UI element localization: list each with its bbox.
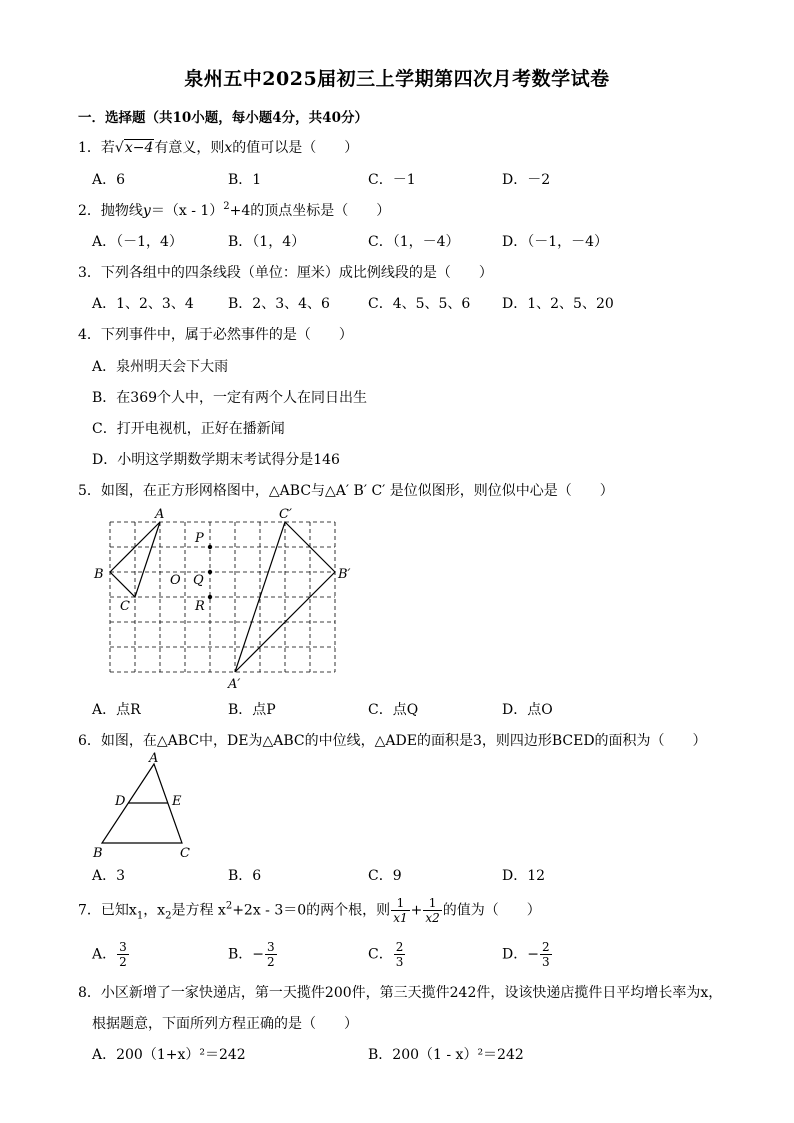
- q1-prefix: 1．若: [78, 140, 115, 156]
- q7-mid2: 是方程 x: [171, 902, 226, 919]
- frac-num: 1: [423, 896, 441, 911]
- label-c: C: [120, 599, 130, 614]
- q8-option-a[interactable]: A．200（1+x）²＝242: [92, 1047, 246, 1063]
- q2-option-c[interactable]: C．（1，－4）: [368, 234, 460, 250]
- label-o: O: [170, 573, 181, 588]
- q2-mid: ＝（x - 1）: [150, 203, 224, 219]
- option-sign: −: [252, 946, 265, 963]
- q6-option-d[interactable]: D．12: [502, 868, 546, 884]
- q2-prefix: 2．抛物线: [78, 203, 143, 219]
- question-3: 3．下列各组中的四条线段（单位：厘米）成比例线段的是（ ）: [78, 265, 493, 281]
- option-letter: C．: [368, 946, 393, 963]
- option-fraction: [540, 940, 552, 969]
- frac-num: 1: [391, 896, 409, 911]
- label-a: A: [155, 507, 165, 522]
- q5-option-c[interactable]: C．点Q: [368, 702, 419, 718]
- q2-option-a[interactable]: A．（－1，4）: [92, 234, 183, 250]
- q4-option-d[interactable]: D．小明这学期数学期末考试得分是146: [92, 452, 340, 468]
- frac-num: 2: [541, 940, 550, 954]
- frac-num: 2: [395, 940, 404, 954]
- q4-option-a[interactable]: A．泉州明天会下大雨: [92, 359, 229, 375]
- question-2: [78, 200, 390, 220]
- q6-option-b[interactable]: B．6: [228, 868, 262, 884]
- label-a-q6: A: [149, 751, 159, 766]
- question-4: 4．下列事件中，属于必然事件的是（ ）: [78, 327, 353, 343]
- option-sign: −: [527, 946, 539, 963]
- frac-den: 2: [119, 955, 127, 969]
- label-b: B: [94, 567, 104, 582]
- q5-option-b[interactable]: B．点P: [228, 702, 276, 718]
- q6-option-c[interactable]: C．9: [368, 868, 402, 884]
- option-letter: B．: [228, 946, 253, 963]
- option-letter: A．: [92, 946, 117, 963]
- q1-option-a[interactable]: A．6: [92, 172, 126, 188]
- q4-option-c[interactable]: C．打开电视机，正好在播新闻: [92, 421, 285, 437]
- q7-end: 的值为（ ）: [442, 902, 541, 919]
- q5-option-a[interactable]: A．点R: [92, 702, 141, 718]
- question-5: 5．如图，在正方形网格图中，△ABC与△A′ B′ C′ 是位似图形，则位似中心是（ ）: [78, 483, 614, 499]
- question-7: [78, 896, 541, 925]
- q2-option-d[interactable]: D．（－1，－4）: [502, 234, 609, 250]
- point-p: [208, 545, 212, 549]
- frac-num: 3: [119, 940, 127, 954]
- label-d-q6: D: [115, 794, 126, 809]
- label-b-q6: B: [93, 846, 103, 860]
- q6-triangle-figure: [88, 748, 198, 860]
- q7-sub1: 1: [136, 910, 144, 922]
- section-header: 一．选择题（共10小题，每小题4分，共40分）: [78, 110, 368, 126]
- q8-option-b[interactable]: B．200（1 - x）²＝242: [368, 1047, 524, 1063]
- q7-exponent: 2: [225, 900, 233, 912]
- sqrt-expression: √x−4: [114, 140, 154, 156]
- q1-text: 有意义，则: [154, 140, 225, 156]
- frac-den: 3: [541, 955, 550, 969]
- q1-variable: x: [224, 140, 233, 156]
- point-r: [208, 595, 212, 599]
- q3-option-b[interactable]: B．2、3、4、6: [228, 296, 330, 312]
- q2-exponent: 2: [223, 201, 230, 212]
- label-p: P: [195, 531, 204, 546]
- label-b-prime: B′: [338, 567, 351, 582]
- option-fraction: [117, 940, 129, 969]
- label-e-q6: E: [172, 794, 182, 809]
- q7-sub2: 2: [165, 910, 172, 922]
- fraction-1-over-x2: [423, 896, 441, 925]
- q2-end: +4的顶点坐标是（ ）: [229, 203, 391, 219]
- q2-y: y: [142, 203, 151, 219]
- label-q: Q: [193, 573, 204, 588]
- q7-option-d[interactable]: [502, 940, 553, 969]
- q7-mid3: +2x - 3＝0的两个根，则: [232, 902, 391, 919]
- frac-den: x2: [425, 911, 440, 925]
- q2-option-b[interactable]: B．（1，4）: [228, 234, 306, 250]
- exam-title: 泉州五中2025届初三上学期第四次月考数学试卷: [184, 68, 610, 90]
- q7-mid1: ，x: [143, 902, 166, 919]
- q5-grid-figure: [90, 500, 360, 695]
- label-c-prime: C′: [279, 507, 292, 522]
- frac-den: x1: [393, 911, 408, 925]
- frac-den: 2: [267, 955, 275, 969]
- q7-option-b[interactable]: [228, 940, 278, 969]
- q7-prefix: 7．已知x: [78, 902, 137, 919]
- point-q: [208, 570, 212, 574]
- q5-option-d[interactable]: D．点O: [502, 702, 553, 718]
- radicand: x−4: [124, 140, 154, 156]
- q7-option-a[interactable]: [92, 940, 130, 969]
- option-fraction: [265, 940, 277, 969]
- label-r: R: [195, 599, 205, 614]
- q4-option-b[interactable]: B．在369个人中，一定有两个人在同日出生: [92, 390, 368, 406]
- q3-option-c[interactable]: C．4、5、5、6: [368, 296, 471, 312]
- frac-num: 3: [267, 940, 275, 954]
- option-letter: D．: [502, 946, 528, 963]
- option-fraction: [394, 940, 406, 969]
- plus-sign: +: [410, 902, 423, 919]
- fraction-1-over-x1: [391, 896, 409, 925]
- label-a-prime: A′: [228, 677, 241, 692]
- q1-end: 的值可以是（ ）: [232, 140, 359, 156]
- q7-option-c[interactable]: [368, 940, 406, 969]
- grid-lines: [110, 522, 335, 672]
- question-8-line-2: 根据题意，下面所列方程正确的是（ ）: [92, 1016, 358, 1032]
- question-6: 6．如图，在△ABC中，DE为△ABC的中位线，△ADE的面积是3，则四边形BCED的面积为（ ）: [78, 733, 707, 749]
- q6-option-a[interactable]: A．3: [92, 868, 126, 884]
- label-c-q6: C: [180, 846, 190, 860]
- question-8-line-1: 8．小区新增了一家快递店，第一天揽件200件，第三天揽件242件，设该快递店揽件日平均增长率为x，: [78, 985, 723, 1001]
- q3-option-a[interactable]: A．1、2、3、4: [92, 296, 194, 312]
- frac-den: 3: [395, 955, 404, 969]
- q3-option-d[interactable]: D．1、2、5、20: [502, 296, 614, 312]
- question-1: [78, 137, 358, 157]
- q1-option-c[interactable]: C．－1: [368, 172, 416, 188]
- q1-option-d[interactable]: D．－2: [502, 172, 551, 188]
- q1-option-b[interactable]: B．1: [228, 172, 262, 188]
